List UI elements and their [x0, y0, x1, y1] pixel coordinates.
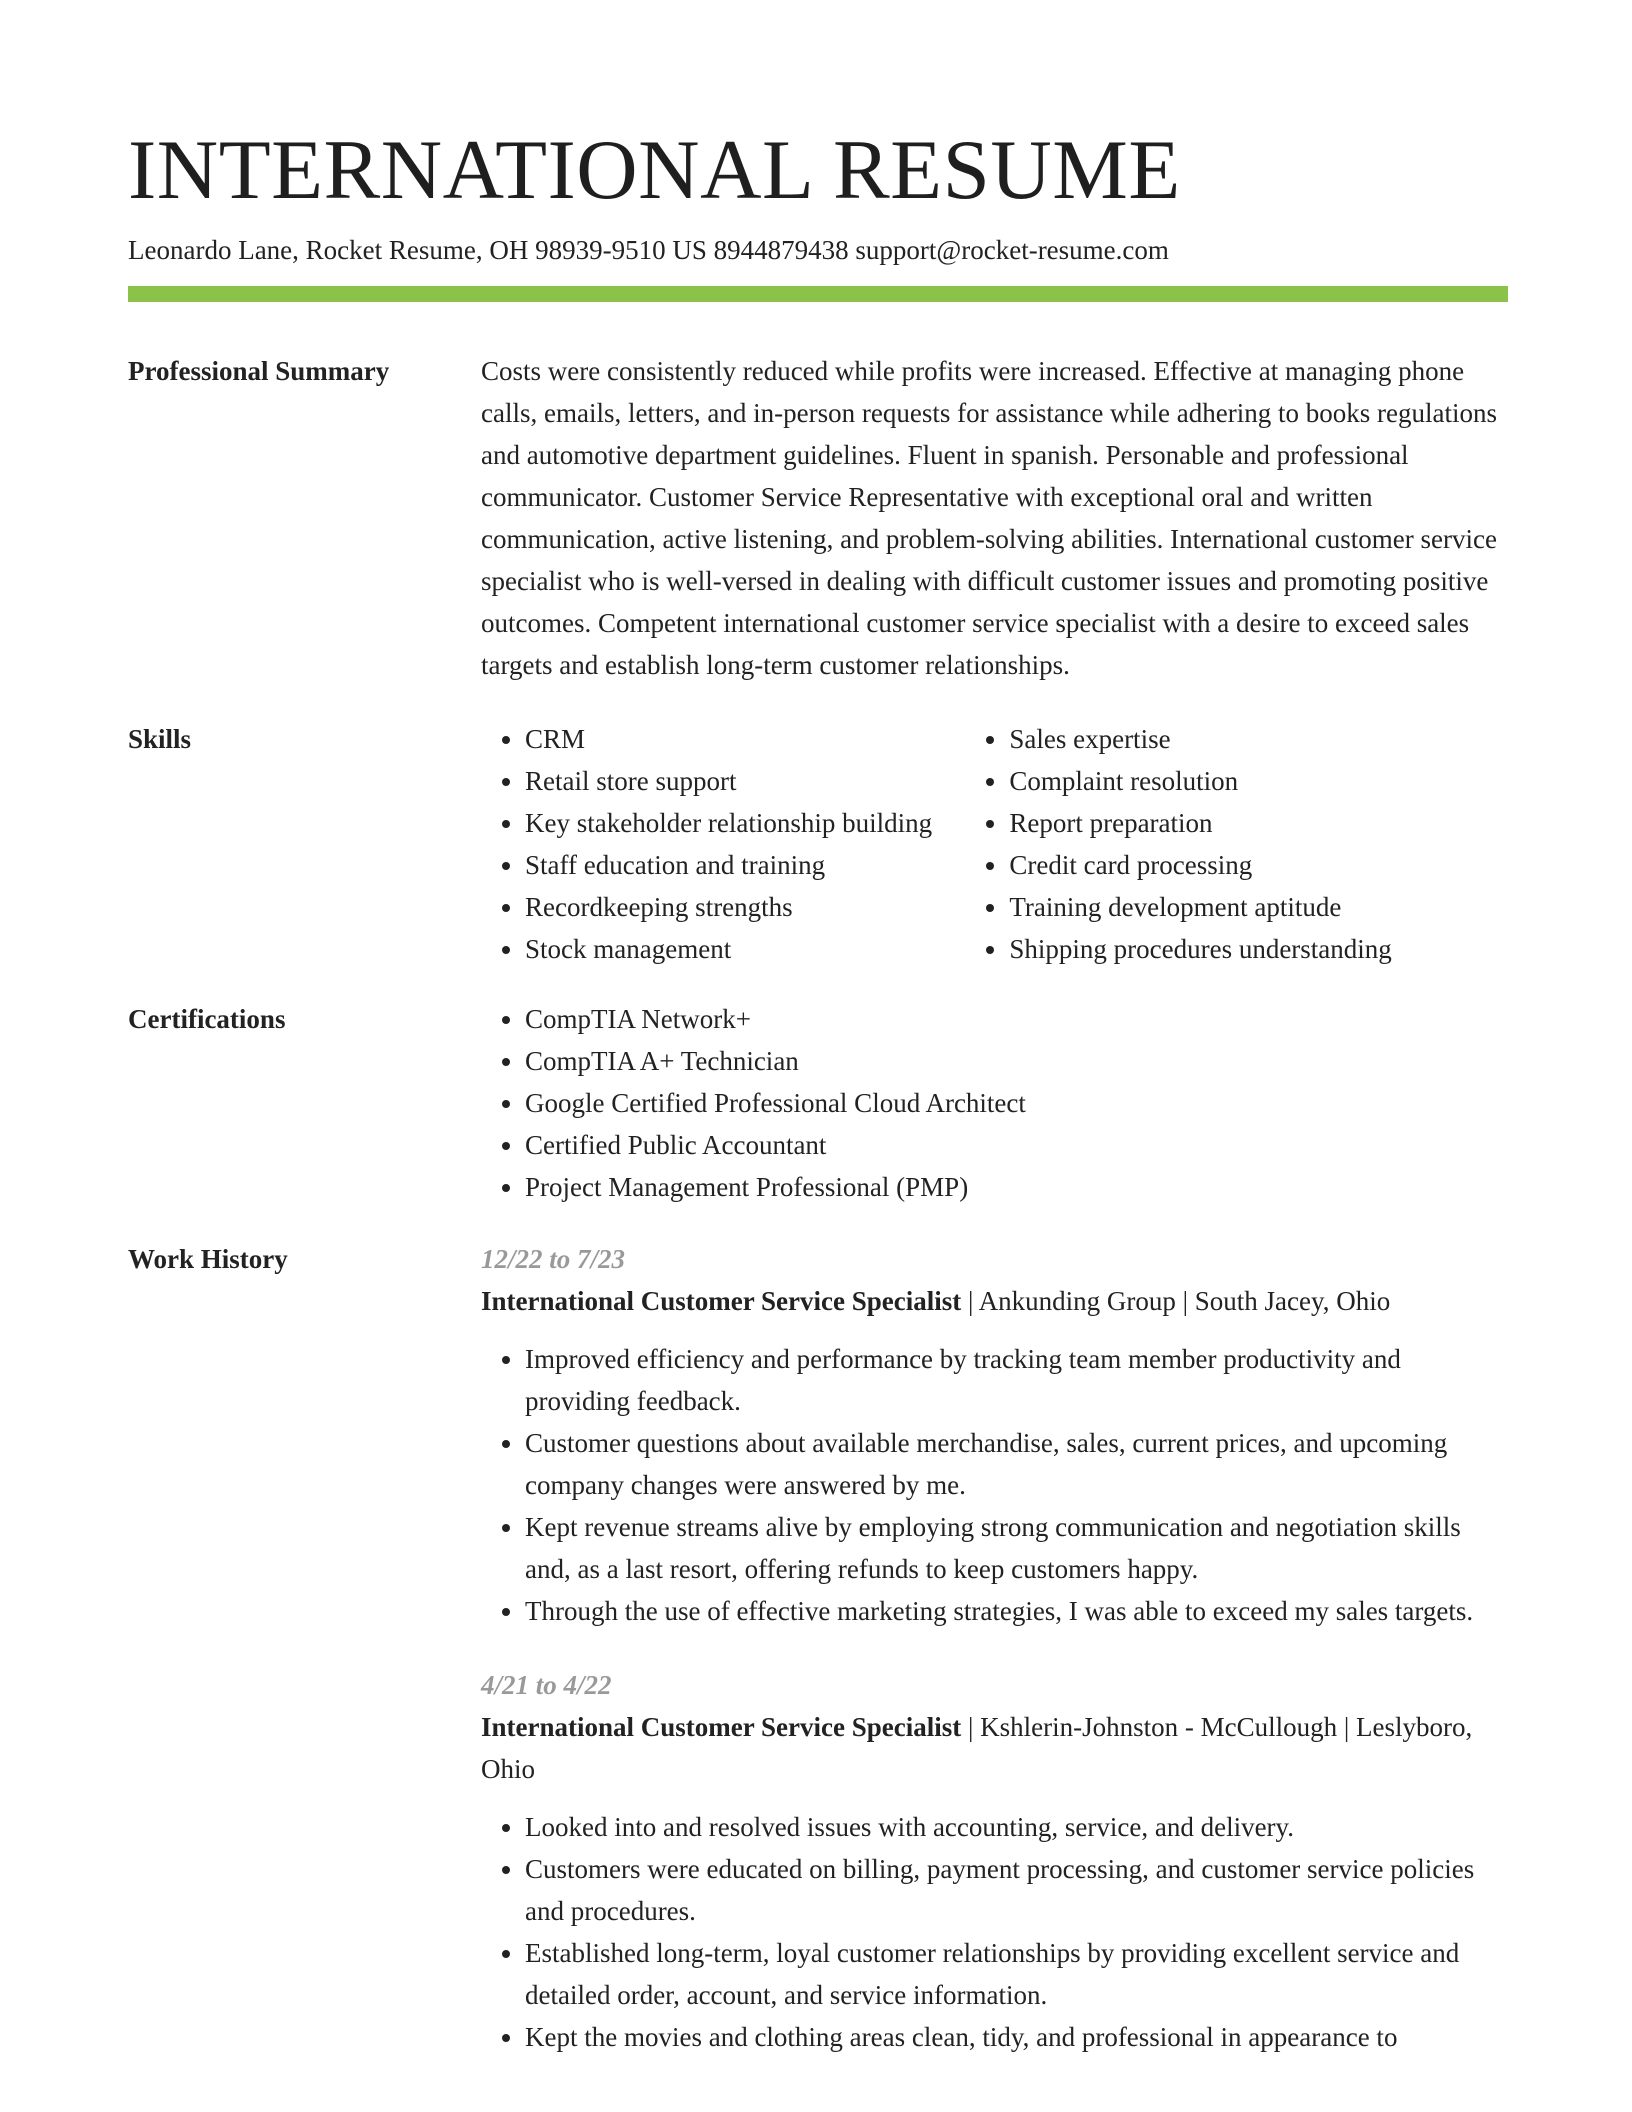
skill-item: • Training development aptitude: [1009, 886, 1508, 928]
skill-item: • Staff education and training: [525, 844, 965, 886]
skills-list-right: [965, 718, 1508, 970]
skills-columns: [481, 718, 1508, 970]
job-dates: 12/22 to 7/23: [481, 1244, 626, 1274]
skill-item: • Key stakeholder relationship building: [525, 802, 965, 844]
work-history-body: [481, 1238, 1508, 2090]
skill-item: • Sales expertise: [1009, 718, 1508, 760]
job-bullet: • Kept revenue streams alive by employing strong communication and negotiation skills and, as a last resort, offering refunds to keep customers happy.: [525, 1506, 1508, 1590]
job-entry: [481, 1238, 1508, 1632]
job-title: International Customer Service Specialist: [481, 1712, 962, 1742]
skill-item: • Complaint resolution: [1009, 760, 1508, 802]
job-bullets: [481, 1806, 1508, 2058]
job-title: International Customer Service Specialist: [481, 1286, 962, 1316]
resume-title: INTERNATIONAL RESUME: [128, 123, 1181, 217]
skill-item: • Shipping procedures understanding: [1009, 928, 1508, 970]
job-bullet: • Customer questions about available merchandise, sales, current prices, and upcoming company changes were answered by me.: [525, 1422, 1508, 1506]
skill-item: • Report preparation: [1009, 802, 1508, 844]
skills-heading: Skills: [128, 724, 192, 754]
job-bullet: • Customers were educated on billing, payment processing, and customer service policies and procedures.: [525, 1848, 1508, 1932]
contact-line: Leonardo Lane, Rocket Resume, OH 98939-9510 US 8944879438 support@rocket-resume.com: [128, 235, 1169, 265]
job-bullet: • Established long-term, loyal customer relationships by providing excellent service and detailed order, account, and service information.: [525, 1932, 1508, 2016]
skill-item: • Credit card processing: [1009, 844, 1508, 886]
work-history-heading: Work History: [128, 1244, 288, 1274]
certification-item: • CompTIA A+ Technician: [525, 1040, 1508, 1082]
job-bullet: • Looked into and resolved issues with accounting, service, and delivery.: [525, 1806, 1508, 1848]
certifications-body: [481, 998, 1508, 1208]
job-heading: [481, 1280, 1508, 1322]
skills-list-left: [481, 718, 965, 970]
skills-body: [481, 718, 1508, 970]
skill-item: • Recordkeeping strengths: [525, 886, 965, 928]
accent-divider: [128, 286, 1508, 302]
certification-item: • Google Certified Professional Cloud Architect: [525, 1082, 1508, 1124]
summary-body: [481, 350, 1508, 686]
certification-item: • Project Management Professional (PMP): [525, 1166, 1508, 1208]
certification-item: • Certified Public Accountant: [525, 1124, 1508, 1166]
skill-item: • Stock management: [525, 928, 965, 970]
job-company-location: | Ankunding Group | South Jacey, Ohio: [961, 1286, 1391, 1316]
job-heading: [481, 1706, 1508, 1790]
job-entry: [481, 1664, 1508, 2058]
certifications-list: [481, 998, 1508, 1208]
job-bullet: • Improved efficiency and performance by tracking team member productivity and providing feedback.: [525, 1338, 1508, 1422]
skill-item: • CRM: [525, 718, 965, 760]
summary-heading: Professional Summary: [128, 356, 390, 386]
certification-item: • CompTIA Network+: [525, 998, 1508, 1040]
summary-text: Costs were consistently reduced while profits were increased. Effective at managing phone calls, emails, letters, and in-person requests for assistance while adhering to books regulations and automotive department guidelines. Fluent in spanish. Personable and professional communicator. Customer Service Representative with exceptional oral and written communication, active listening, and problem-solving abilities. International customer service specialist who is well-versed in dealing with difficult customer issues and promoting positive outcomes. Competent international customer service specialist with a desire to exceed sales targets and establish long-term customer relationships.: [481, 356, 1497, 680]
certifications-heading: Certifications: [128, 1004, 286, 1034]
job-bullet: • Kept the movies and clothing areas clean, tidy, and professional in appearance to: [525, 2016, 1508, 2058]
job-dates: 4/21 to 4/22: [481, 1670, 612, 1700]
job-bullets: [481, 1338, 1508, 1632]
job-bullet: • Through the use of effective marketing strategies, I was able to exceed my sales targets.: [525, 1590, 1508, 1632]
job-company-location: | Kshlerin-Johnston - McCullough | Leslyboro, Ohio: [481, 1712, 1473, 1784]
skill-item: • Retail store support: [525, 760, 965, 802]
